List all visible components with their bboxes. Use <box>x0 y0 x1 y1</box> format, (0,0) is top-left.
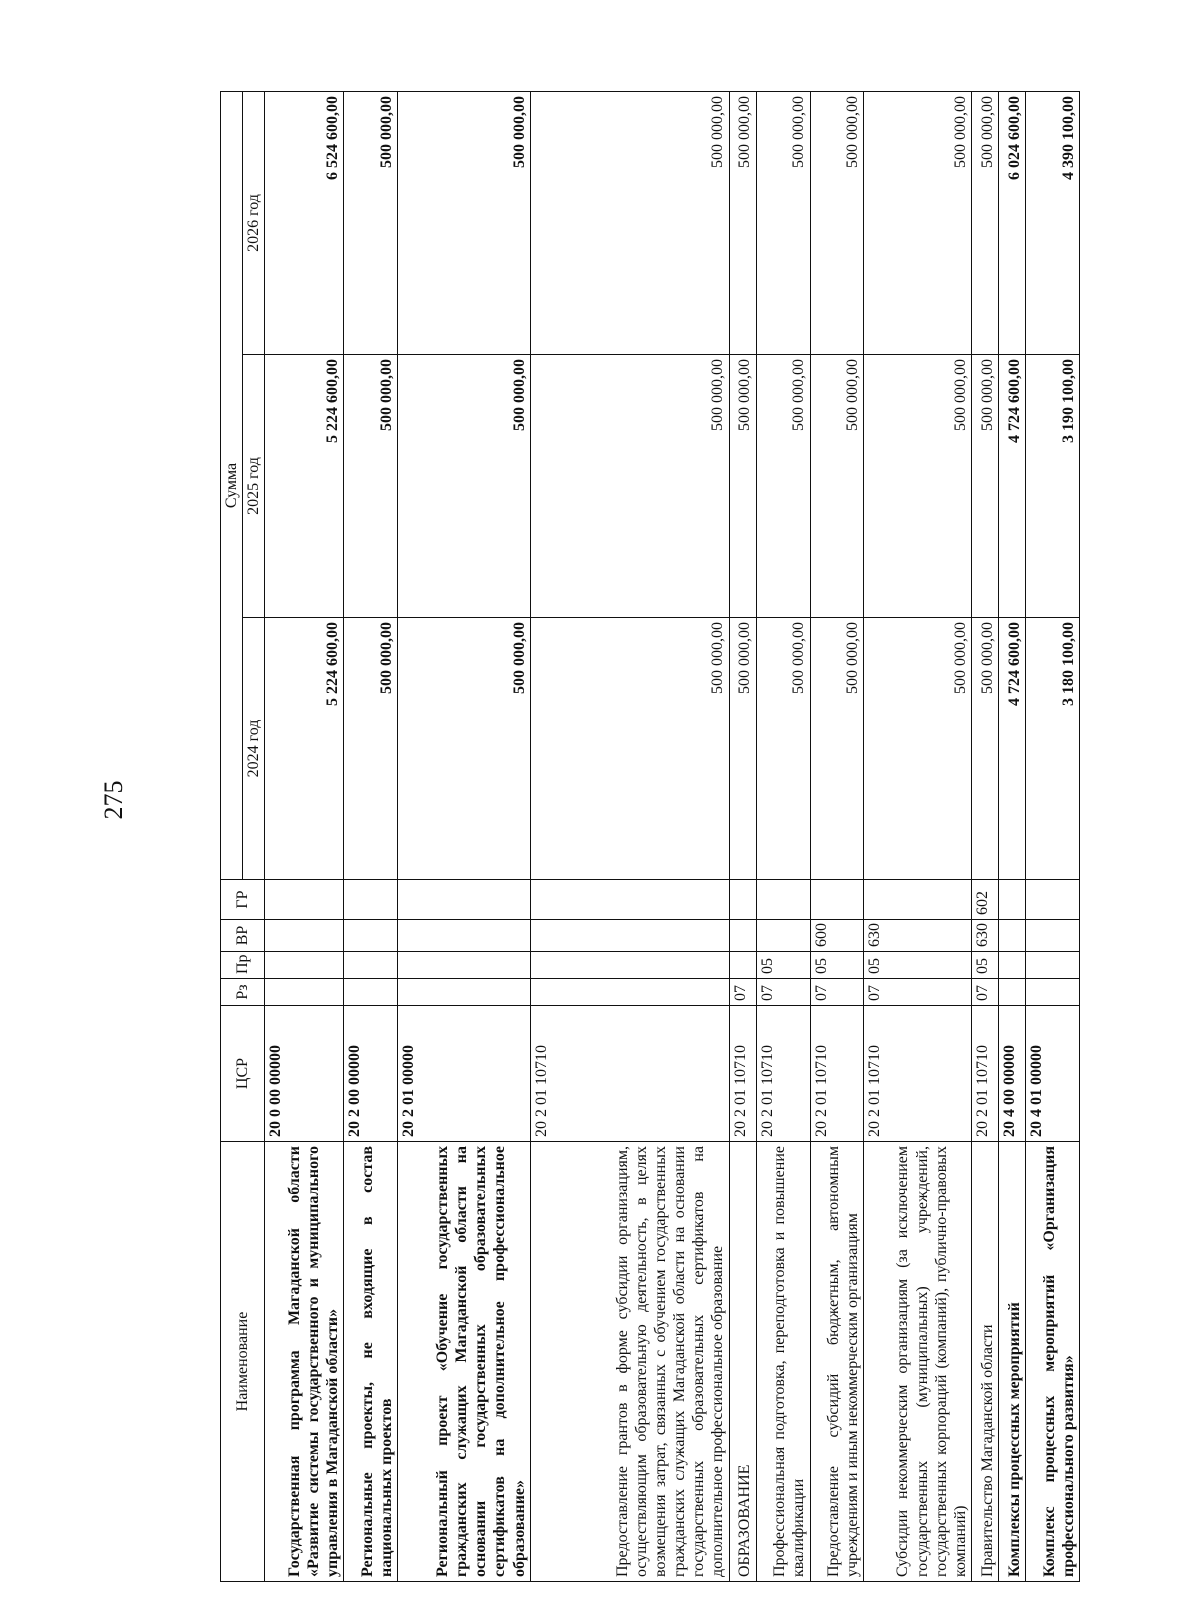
row-rz <box>265 979 344 1006</box>
row-csr: 20 2 01 00000 <box>398 1006 531 1142</box>
row-csr: 20 4 00 00000 <box>999 1006 1026 1142</box>
row-pr: 05 <box>810 952 864 979</box>
row-2024: 500 000,00 <box>810 618 864 880</box>
header-pr: Пр <box>221 952 265 979</box>
row-csr: 20 0 00 00000 <box>265 1006 344 1142</box>
row-rz: 07 <box>864 979 972 1006</box>
row-2026: 500 000,00 <box>756 91 810 354</box>
row-csr: 20 2 01 10710 <box>864 1006 972 1142</box>
row-name: Региональный проект «Обучение государственных гражданских служащих Магаданской области на основании государственных образовательных сертификатов на дополнительное профессиональное образование» <box>398 1142 531 1582</box>
row-pr <box>265 952 344 979</box>
row-2025: 500 000,00 <box>344 355 398 618</box>
row-2025: 500 000,00 <box>972 355 999 618</box>
header-gr: ГР <box>221 880 265 920</box>
row-vr <box>729 920 756 952</box>
row-rz: 07 <box>972 979 999 1006</box>
row-2026: 500 000,00 <box>864 91 972 354</box>
row-2024: 5 224 600,00 <box>265 618 344 880</box>
row-pr <box>729 952 756 979</box>
header-row-1 <box>221 91 243 1581</box>
row-vr <box>344 920 398 952</box>
row-gr <box>999 880 1026 920</box>
row-2024: 500 000,00 <box>398 618 531 880</box>
row-2026: 4 390 100,00 <box>1026 91 1080 354</box>
row-2024: 500 000,00 <box>972 618 999 880</box>
row-rz <box>530 979 729 1006</box>
budget-table <box>220 91 1080 1582</box>
row-2024: 3 180 100,00 <box>1026 618 1080 880</box>
row-vr: 630 <box>864 920 972 952</box>
row-csr: 20 2 01 10710 <box>729 1006 756 1142</box>
row-gr <box>729 880 756 920</box>
row-gr <box>398 880 531 920</box>
page-number: 275 <box>99 780 128 820</box>
rotated-table-wrapper <box>220 92 1080 1582</box>
row-name: Предоставление грантов в форме субсидии организациям, осуществляющим образовательную деятельность, в целях возмещения затрат, связанных с обучением государственных гражданских служащих Магаданской области на основании государственных образовательных сертификатов на дополнительное профессиональное образование <box>530 1142 729 1582</box>
row-2025: 3 190 100,00 <box>1026 355 1080 618</box>
row-2024: 500 000,00 <box>729 618 756 880</box>
table-row <box>999 91 1026 1581</box>
row-gr <box>810 880 864 920</box>
row-pr: 05 <box>756 952 810 979</box>
row-2026: 500 000,00 <box>729 91 756 354</box>
row-2025: 500 000,00 <box>398 355 531 618</box>
row-pr: 05 <box>864 952 972 979</box>
table-row <box>530 91 729 1581</box>
row-name: Комплексы процессных мероприятий <box>999 1142 1026 1582</box>
row-csr: 20 2 00 00000 <box>344 1006 398 1142</box>
row-csr: 20 2 01 10710 <box>972 1006 999 1142</box>
row-vr <box>530 920 729 952</box>
row-csr: 20 2 01 10710 <box>756 1006 810 1142</box>
header-2024: 2024 год <box>243 618 265 880</box>
row-2026: 500 000,00 <box>810 91 864 354</box>
row-name: ОБРАЗОВАНИЕ <box>729 1142 756 1582</box>
row-2025: 500 000,00 <box>810 355 864 618</box>
row-2026: 500 000,00 <box>972 91 999 354</box>
row-vr <box>999 920 1026 952</box>
row-gr <box>756 880 810 920</box>
row-2026: 6 524 600,00 <box>265 91 344 354</box>
table-row <box>729 91 756 1581</box>
row-2024: 500 000,00 <box>344 618 398 880</box>
row-name: Региональные проекты, не входящие в состав национальных проектов <box>344 1142 398 1582</box>
row-pr <box>999 952 1026 979</box>
row-rz <box>344 979 398 1006</box>
row-vr <box>398 920 531 952</box>
table-row <box>1026 91 1080 1581</box>
row-rz <box>1026 979 1080 1006</box>
header-csr: ЦСР <box>221 1006 265 1142</box>
row-2025: 500 000,00 <box>530 355 729 618</box>
table-row <box>265 91 344 1581</box>
row-2025: 500 000,00 <box>729 355 756 618</box>
row-2024: 500 000,00 <box>756 618 810 880</box>
row-pr <box>1026 952 1080 979</box>
row-rz: 07 <box>729 979 756 1006</box>
row-2025: 5 224 600,00 <box>265 355 344 618</box>
table-row <box>864 91 972 1581</box>
row-gr <box>530 880 729 920</box>
row-csr: 20 2 01 10710 <box>810 1006 864 1142</box>
row-2026: 500 000,00 <box>344 91 398 354</box>
table-row <box>810 91 864 1581</box>
row-vr <box>756 920 810 952</box>
row-2026: 500 000,00 <box>398 91 531 354</box>
row-rz: 07 <box>810 979 864 1006</box>
row-2024: 4 724 600,00 <box>999 618 1026 880</box>
row-vr: 600 <box>810 920 864 952</box>
row-name: Правительство Магаданской области <box>972 1142 999 1582</box>
row-vr <box>1026 920 1080 952</box>
header-vr: ВР <box>221 920 265 952</box>
row-gr <box>265 880 344 920</box>
table-row <box>756 91 810 1581</box>
row-gr <box>864 880 972 920</box>
header-2026: 2026 год <box>243 91 265 354</box>
row-2024: 500 000,00 <box>530 618 729 880</box>
row-csr: 20 4 01 00000 <box>1026 1006 1080 1142</box>
row-vr <box>265 920 344 952</box>
header-2025: 2025 год <box>243 355 265 618</box>
row-vr: 630 <box>972 920 999 952</box>
row-2026: 500 000,00 <box>530 91 729 354</box>
row-gr <box>1026 880 1080 920</box>
row-rz <box>999 979 1026 1006</box>
row-pr <box>398 952 531 979</box>
row-2024: 500 000,00 <box>864 618 972 880</box>
header-name: Наименование <box>221 1142 265 1582</box>
row-2026: 6 024 600,00 <box>999 91 1026 354</box>
row-pr <box>344 952 398 979</box>
row-2025: 500 000,00 <box>756 355 810 618</box>
row-name: Субсидии некоммерческим организациям (за исключением государственных (муниципальных) учреждений, государственных корпораций (компаний), публично-правовых компаний) <box>864 1142 972 1582</box>
table-row <box>398 91 531 1581</box>
row-rz: 07 <box>756 979 810 1006</box>
header-sum: Сумма <box>221 91 243 879</box>
row-gr: 602 <box>972 880 999 920</box>
row-name: Профессиональная подготовка, переподготовка и повышение квалификации <box>756 1142 810 1582</box>
row-csr: 20 2 01 10710 <box>530 1006 729 1142</box>
table-row <box>344 91 398 1581</box>
row-gr <box>344 880 398 920</box>
row-pr <box>530 952 729 979</box>
header-rz: Рз <box>221 979 265 1006</box>
row-name: Комплекс процессных мероприятий «Организация профессионального развития» <box>1026 1142 1080 1582</box>
row-rz <box>398 979 531 1006</box>
row-2025: 500 000,00 <box>864 355 972 618</box>
row-2025: 4 724 600,00 <box>999 355 1026 618</box>
row-name: Предоставление субсидий бюджетным, автономным учреждениям и иным некоммерческим организациям <box>810 1142 864 1582</box>
table-row <box>972 91 999 1581</box>
row-pr: 05 <box>972 952 999 979</box>
row-name: Государственная программа Магаданской области «Развитие системы государственного и муниципального управления в Магаданской области» <box>265 1142 344 1582</box>
